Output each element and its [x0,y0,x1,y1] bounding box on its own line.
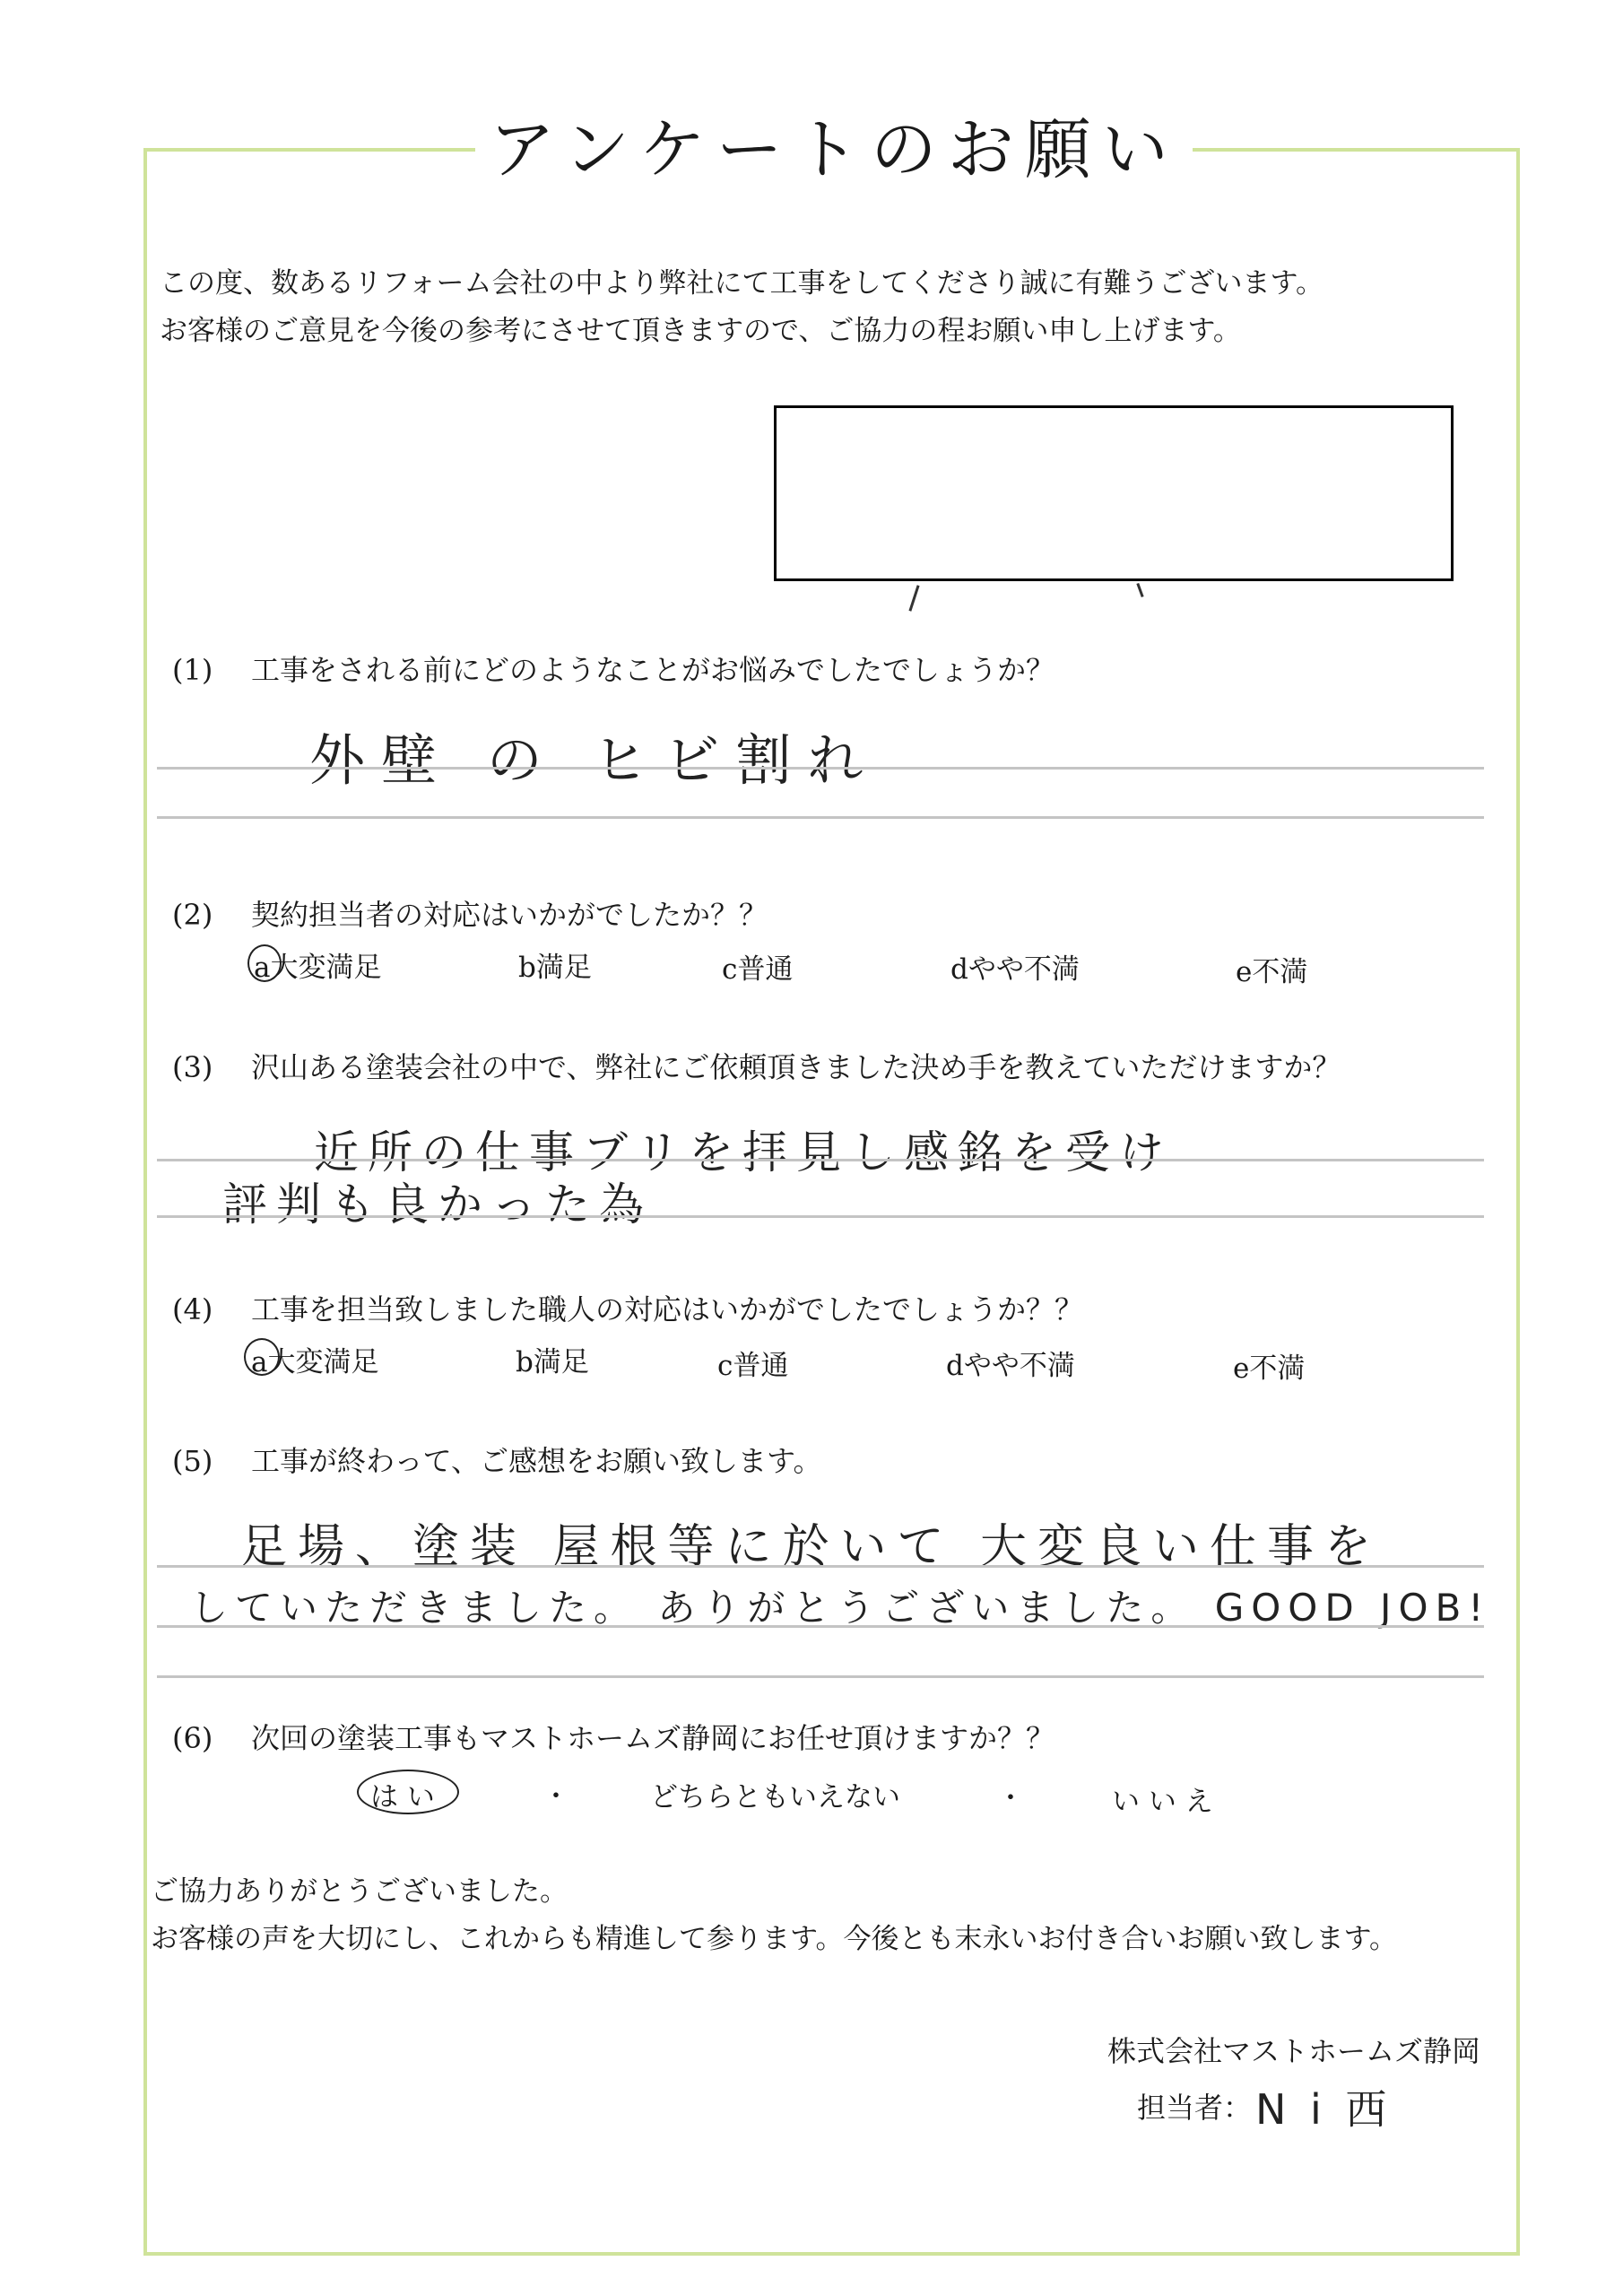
page-title: アンケートのお願い [475,109,1193,190]
intro-line-1: この度、数あるリフォーム会社の中より弊社にて工事をしてくださり誠に有難うございます。 [160,267,1324,300]
option-e: e不満 [1236,956,1308,988]
handwritten-answer-3-line-2: 評判も良かった為 [222,1178,653,1231]
question-3 [172,1045,1341,1086]
handwritten-answer-5-line-2: していただきました。 ありがとうございました。 GOOD JOB! [190,1586,1491,1630]
separator-dot: ・ [542,1781,569,1813]
question-6 [172,1716,1055,1757]
staff-signature: N i 西 [1255,2085,1393,2134]
question-text: 工事を担当致しました職人の対応はいかがでしたでしょうか？？ [251,1292,1084,1326]
option-d: dやや不満 [946,1350,1075,1382]
answer-line [157,1675,1484,1678]
option-yes: は い [370,1781,435,1813]
option-a: a大変満足 [254,952,382,984]
answer-line [157,816,1484,819]
question-number: (4) [172,1292,213,1326]
answer-line [157,1565,1484,1568]
option-d: dやや不満 [950,953,1080,986]
question-text: 次回の塗装工事もマストホームズ静岡にお任せ頂けますか？？ [251,1721,1055,1755]
staff-label: 担当者： [1137,2091,1253,2125]
handwritten-answer-5-line-1: 足場、塗装 屋根等に於いて 大変良い仕事を [240,1520,1383,1574]
answer-line [157,1625,1484,1628]
handwritten-answer-3-line-1: 近所の仕事ブリを拝見し感銘を受け [314,1126,1173,1178]
company-name: 株式会社マストホームズ静岡 [1107,2034,1481,2068]
closing-line-1: ご協力ありがとうございました。 [151,1875,568,1908]
question-4 [172,1287,1083,1328]
option-e: e不満 [1233,1352,1306,1385]
option-no: い い え [1112,1786,1213,1818]
answer-line [157,1159,1484,1161]
redacted-box [774,405,1454,581]
option-c: c普通 [717,1350,789,1382]
question-text: 工事が終わって、ご感想をお願い致します。 [251,1444,822,1478]
question-text: 工事をされる前にどのようなことがお悩みでしたでしょうか？ [251,653,1055,687]
question-5 [172,1439,821,1480]
intro-line-2: お客様のご意見を今後の参考にさせて頂きますので、ご協力の程お願い申し上げます。 [160,315,1241,347]
question-text: 契約担当者の対応はいかがでしたか？？ [251,898,768,932]
option-a: a大変満足 [251,1346,379,1378]
question-number: (5) [172,1444,213,1478]
separator-dot: ・ [997,1783,1024,1814]
question-number: (3) [172,1050,213,1084]
question-number: (6) [172,1721,213,1755]
option-b: b満足 [516,1346,589,1378]
option-neither: どちらともいえない [650,1781,900,1813]
answer-line [157,1215,1484,1218]
question-1 [172,648,1055,689]
question-text: 沢山ある塗装会社の中で、弊社にご依頼頂きました決め手を教えていただけますか？ [251,1050,1341,1084]
option-b: b満足 [518,952,592,984]
question-number: (2) [172,898,213,932]
question-number: (1) [172,653,213,687]
answer-line [157,767,1484,770]
question-2 [172,892,768,934]
handwritten-answer-1: 外壁 の ヒビ割れ [309,727,880,793]
option-c: c普通 [722,953,794,986]
closing-line-2: お客様の声を大切にし、これからも精進して参ります。今後とも末永いお付き合いお願い致します。 [151,1923,1398,1955]
